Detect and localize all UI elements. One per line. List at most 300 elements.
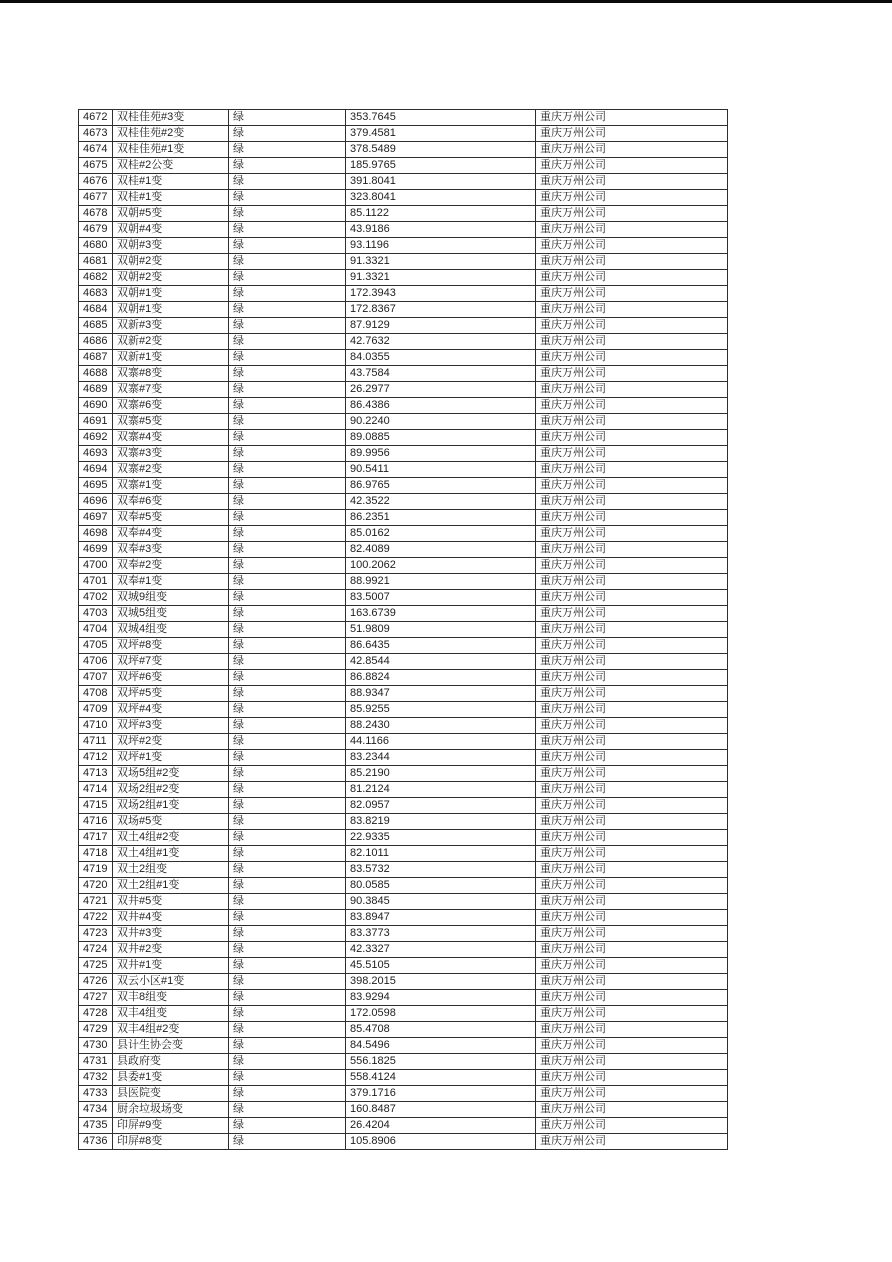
row-status-cell: 绿 <box>229 654 346 670</box>
row-status-cell: 绿 <box>229 1054 346 1070</box>
row-value-cell: 172.8367 <box>346 302 536 318</box>
row-id-cell: 4733 <box>79 1086 113 1102</box>
row-name-cell: 双寨#7变 <box>113 382 229 398</box>
row-company-cell: 重庆万州公司 <box>536 910 728 926</box>
row-value-cell: 42.8544 <box>346 654 536 670</box>
table-row <box>79 1022 728 1038</box>
row-name-cell: 双井#2变 <box>113 942 229 958</box>
row-name-cell: 双桂#1变 <box>113 174 229 190</box>
row-name-cell: 双奉#3变 <box>113 542 229 558</box>
row-status-cell: 绿 <box>229 366 346 382</box>
row-id-cell: 4692 <box>79 430 113 446</box>
row-name-cell: 双奉#1变 <box>113 574 229 590</box>
row-company-cell: 重庆万州公司 <box>536 510 728 526</box>
row-status-cell: 绿 <box>229 1102 346 1118</box>
row-name-cell: 双朝#5变 <box>113 206 229 222</box>
row-company-cell: 重庆万州公司 <box>536 1102 728 1118</box>
row-status-cell: 绿 <box>229 798 346 814</box>
table-row <box>79 174 728 190</box>
table-row <box>79 126 728 142</box>
row-status-cell: 绿 <box>229 974 346 990</box>
row-company-cell: 重庆万州公司 <box>536 350 728 366</box>
row-id-cell: 4725 <box>79 958 113 974</box>
table-row <box>79 958 728 974</box>
row-id-cell: 4723 <box>79 926 113 942</box>
row-value-cell: 85.4708 <box>346 1022 536 1038</box>
row-name-cell: 双坪#6变 <box>113 670 229 686</box>
row-status-cell: 绿 <box>229 1134 346 1150</box>
row-value-cell: 100.2062 <box>346 558 536 574</box>
row-company-cell: 重庆万州公司 <box>536 942 728 958</box>
row-company-cell: 重庆万州公司 <box>536 190 728 206</box>
row-name-cell: 双新#2变 <box>113 334 229 350</box>
row-status-cell: 绿 <box>229 910 346 926</box>
row-status-cell: 绿 <box>229 734 346 750</box>
row-name-cell: 双井#1变 <box>113 958 229 974</box>
row-company-cell: 重庆万州公司 <box>536 110 728 126</box>
row-status-cell: 绿 <box>229 622 346 638</box>
row-company-cell: 重庆万州公司 <box>536 958 728 974</box>
row-name-cell: 县医院变 <box>113 1086 229 1102</box>
row-company-cell: 重庆万州公司 <box>536 382 728 398</box>
row-status-cell: 绿 <box>229 702 346 718</box>
row-name-cell: 双朝#1变 <box>113 302 229 318</box>
row-name-cell: 印屏#9变 <box>113 1118 229 1134</box>
row-id-cell: 4698 <box>79 526 113 542</box>
row-name-cell: 双朝#2变 <box>113 270 229 286</box>
row-status-cell: 绿 <box>229 190 346 206</box>
row-status-cell: 绿 <box>229 254 346 270</box>
table-row <box>79 830 728 846</box>
row-name-cell: 双朝#3变 <box>113 238 229 254</box>
row-name-cell: 双桂#1变 <box>113 190 229 206</box>
transformer-data-table <box>78 109 728 1150</box>
row-id-cell: 4731 <box>79 1054 113 1070</box>
row-company-cell: 重庆万州公司 <box>536 126 728 142</box>
table-row <box>79 334 728 350</box>
table-row <box>79 302 728 318</box>
row-id-cell: 4695 <box>79 478 113 494</box>
table-row <box>79 350 728 366</box>
table-row <box>79 222 728 238</box>
row-company-cell: 重庆万州公司 <box>536 430 728 446</box>
row-id-cell: 4707 <box>79 670 113 686</box>
row-id-cell: 4719 <box>79 862 113 878</box>
table-row <box>79 606 728 622</box>
row-name-cell: 双奉#6变 <box>113 494 229 510</box>
row-name-cell: 双坪#4变 <box>113 702 229 718</box>
row-id-cell: 4681 <box>79 254 113 270</box>
row-company-cell: 重庆万州公司 <box>536 542 728 558</box>
row-value-cell: 85.9255 <box>346 702 536 718</box>
row-status-cell: 绿 <box>229 206 346 222</box>
row-value-cell: 86.8824 <box>346 670 536 686</box>
row-status-cell: 绿 <box>229 126 346 142</box>
table-row <box>79 462 728 478</box>
row-name-cell: 双场2组#2变 <box>113 782 229 798</box>
table-row <box>79 638 728 654</box>
row-id-cell: 4718 <box>79 846 113 862</box>
table-row <box>79 510 728 526</box>
row-id-cell: 4702 <box>79 590 113 606</box>
row-value-cell: 86.6435 <box>346 638 536 654</box>
row-company-cell: 重庆万州公司 <box>536 590 728 606</box>
table-row <box>79 1102 728 1118</box>
row-company-cell: 重庆万州公司 <box>536 798 728 814</box>
row-value-cell: 93.1196 <box>346 238 536 254</box>
table-row <box>79 1118 728 1134</box>
row-name-cell: 县委#1变 <box>113 1070 229 1086</box>
row-value-cell: 379.1716 <box>346 1086 536 1102</box>
row-name-cell: 双桂佳苑#3变 <box>113 110 229 126</box>
row-name-cell: 双奉#5变 <box>113 510 229 526</box>
row-id-cell: 4712 <box>79 750 113 766</box>
row-id-cell: 4713 <box>79 766 113 782</box>
table-row <box>79 974 728 990</box>
row-value-cell: 379.4581 <box>346 126 536 142</box>
row-company-cell: 重庆万州公司 <box>536 750 728 766</box>
row-company-cell: 重庆万州公司 <box>536 174 728 190</box>
row-status-cell: 绿 <box>229 430 346 446</box>
row-name-cell: 双寨#4变 <box>113 430 229 446</box>
row-name-cell: 双场2组#1变 <box>113 798 229 814</box>
row-id-cell: 4685 <box>79 318 113 334</box>
row-status-cell: 绿 <box>229 510 346 526</box>
row-id-cell: 4708 <box>79 686 113 702</box>
row-id-cell: 4728 <box>79 1006 113 1022</box>
row-name-cell: 双场5组#2变 <box>113 766 229 782</box>
table-row <box>79 798 728 814</box>
row-status-cell: 绿 <box>229 814 346 830</box>
row-id-cell: 4697 <box>79 510 113 526</box>
row-value-cell: 42.3522 <box>346 494 536 510</box>
row-id-cell: 4715 <box>79 798 113 814</box>
table-row <box>79 526 728 542</box>
row-id-cell: 4673 <box>79 126 113 142</box>
row-id-cell: 4682 <box>79 270 113 286</box>
row-status-cell: 绿 <box>229 942 346 958</box>
row-status-cell: 绿 <box>229 878 346 894</box>
row-name-cell: 双坪#8变 <box>113 638 229 654</box>
row-company-cell: 重庆万州公司 <box>536 814 728 830</box>
table-row <box>79 142 728 158</box>
row-value-cell: 90.5411 <box>346 462 536 478</box>
row-id-cell: 4722 <box>79 910 113 926</box>
row-id-cell: 4676 <box>79 174 113 190</box>
row-company-cell: 重庆万州公司 <box>536 478 728 494</box>
row-status-cell: 绿 <box>229 158 346 174</box>
row-value-cell: 353.7645 <box>346 110 536 126</box>
table-row <box>79 670 728 686</box>
table-row <box>79 750 728 766</box>
row-id-cell: 4686 <box>79 334 113 350</box>
row-company-cell: 重庆万州公司 <box>536 462 728 478</box>
row-name-cell: 县计生协会变 <box>113 1038 229 1054</box>
row-company-cell: 重庆万州公司 <box>536 622 728 638</box>
row-company-cell: 重庆万州公司 <box>536 494 728 510</box>
table-row <box>79 542 728 558</box>
row-value-cell: 89.9956 <box>346 446 536 462</box>
row-company-cell: 重庆万州公司 <box>536 270 728 286</box>
row-company-cell: 重庆万州公司 <box>536 526 728 542</box>
row-value-cell: 83.8219 <box>346 814 536 830</box>
row-company-cell: 重庆万州公司 <box>536 142 728 158</box>
row-id-cell: 4678 <box>79 206 113 222</box>
row-id-cell: 4724 <box>79 942 113 958</box>
row-company-cell: 重庆万州公司 <box>536 1134 728 1150</box>
row-value-cell: 45.5105 <box>346 958 536 974</box>
row-id-cell: 4690 <box>79 398 113 414</box>
row-status-cell: 绿 <box>229 302 346 318</box>
row-status-cell: 绿 <box>229 894 346 910</box>
row-value-cell: 83.5732 <box>346 862 536 878</box>
table-row <box>79 734 728 750</box>
row-company-cell: 重庆万州公司 <box>536 206 728 222</box>
row-id-cell: 4729 <box>79 1022 113 1038</box>
row-status-cell: 绿 <box>229 334 346 350</box>
row-value-cell: 86.2351 <box>346 510 536 526</box>
table-row <box>79 894 728 910</box>
row-value-cell: 80.0585 <box>346 878 536 894</box>
row-status-cell: 绿 <box>229 542 346 558</box>
row-id-cell: 4679 <box>79 222 113 238</box>
row-company-cell: 重庆万州公司 <box>536 302 728 318</box>
row-value-cell: 323.8041 <box>346 190 536 206</box>
row-value-cell: 81.2124 <box>346 782 536 798</box>
row-id-cell: 4734 <box>79 1102 113 1118</box>
row-company-cell: 重庆万州公司 <box>536 1054 728 1070</box>
row-name-cell: 双朝#1变 <box>113 286 229 302</box>
table-row <box>79 878 728 894</box>
row-company-cell: 重庆万州公司 <box>536 558 728 574</box>
row-name-cell: 双丰8组变 <box>113 990 229 1006</box>
row-status-cell: 绿 <box>229 350 346 366</box>
table-row <box>79 446 728 462</box>
row-id-cell: 4688 <box>79 366 113 382</box>
row-id-cell: 4730 <box>79 1038 113 1054</box>
row-company-cell: 重庆万州公司 <box>536 574 728 590</box>
table-row <box>79 430 728 446</box>
row-status-cell: 绿 <box>229 1118 346 1134</box>
row-status-cell: 绿 <box>229 1022 346 1038</box>
row-name-cell: 双寨#1变 <box>113 478 229 494</box>
row-company-cell: 重庆万州公司 <box>536 1038 728 1054</box>
row-name-cell: 印屏#8变 <box>113 1134 229 1150</box>
row-status-cell: 绿 <box>229 766 346 782</box>
row-id-cell: 4701 <box>79 574 113 590</box>
row-value-cell: 82.4089 <box>346 542 536 558</box>
table-row <box>79 622 728 638</box>
row-id-cell: 4672 <box>79 110 113 126</box>
table-row <box>79 270 728 286</box>
row-value-cell: 391.8041 <box>346 174 536 190</box>
row-name-cell: 双朝#4变 <box>113 222 229 238</box>
row-status-cell: 绿 <box>229 830 346 846</box>
row-value-cell: 82.0957 <box>346 798 536 814</box>
row-name-cell: 双城4组变 <box>113 622 229 638</box>
row-name-cell: 双寨#6变 <box>113 398 229 414</box>
row-name-cell: 双坪#1变 <box>113 750 229 766</box>
row-company-cell: 重庆万州公司 <box>536 670 728 686</box>
row-status-cell: 绿 <box>229 846 346 862</box>
row-id-cell: 4689 <box>79 382 113 398</box>
row-id-cell: 4696 <box>79 494 113 510</box>
row-id-cell: 4716 <box>79 814 113 830</box>
table-row <box>79 942 728 958</box>
row-name-cell: 双丰4组变 <box>113 1006 229 1022</box>
row-id-cell: 4700 <box>79 558 113 574</box>
row-id-cell: 4726 <box>79 974 113 990</box>
row-status-cell: 绿 <box>229 1086 346 1102</box>
row-company-cell: 重庆万州公司 <box>536 686 728 702</box>
row-id-cell: 4736 <box>79 1134 113 1150</box>
table-row <box>79 382 728 398</box>
row-value-cell: 83.2344 <box>346 750 536 766</box>
row-id-cell: 4703 <box>79 606 113 622</box>
table-row <box>79 1086 728 1102</box>
row-value-cell: 105.8906 <box>346 1134 536 1150</box>
row-status-cell: 绿 <box>229 318 346 334</box>
table-row <box>79 558 728 574</box>
row-id-cell: 4732 <box>79 1070 113 1086</box>
row-name-cell: 双场#5变 <box>113 814 229 830</box>
row-status-cell: 绿 <box>229 142 346 158</box>
row-status-cell: 绿 <box>229 926 346 942</box>
row-id-cell: 4684 <box>79 302 113 318</box>
row-company-cell: 重庆万州公司 <box>536 238 728 254</box>
row-name-cell: 双丰4组#2变 <box>113 1022 229 1038</box>
row-id-cell: 4735 <box>79 1118 113 1134</box>
row-company-cell: 重庆万州公司 <box>536 878 728 894</box>
table-row <box>79 846 728 862</box>
row-value-cell: 43.9186 <box>346 222 536 238</box>
row-name-cell: 厨余垃圾场变 <box>113 1102 229 1118</box>
table-row <box>79 686 728 702</box>
row-company-cell: 重庆万州公司 <box>536 318 728 334</box>
row-name-cell: 双坪#5变 <box>113 686 229 702</box>
row-name-cell: 双奉#2变 <box>113 558 229 574</box>
row-status-cell: 绿 <box>229 958 346 974</box>
row-company-cell: 重庆万州公司 <box>536 1118 728 1134</box>
row-value-cell: 90.3845 <box>346 894 536 910</box>
table-row <box>79 862 728 878</box>
row-name-cell: 双坪#2变 <box>113 734 229 750</box>
row-value-cell: 42.3327 <box>346 942 536 958</box>
row-name-cell: 双桂佳苑#1变 <box>113 142 229 158</box>
table-row <box>79 990 728 1006</box>
row-company-cell: 重庆万州公司 <box>536 1070 728 1086</box>
row-company-cell: 重庆万州公司 <box>536 1086 728 1102</box>
row-status-cell: 绿 <box>229 638 346 654</box>
row-value-cell: 84.0355 <box>346 350 536 366</box>
row-status-cell: 绿 <box>229 478 346 494</box>
row-id-cell: 4693 <box>79 446 113 462</box>
table-row <box>79 190 728 206</box>
row-company-cell: 重庆万州公司 <box>536 990 728 1006</box>
row-name-cell: 双土2组变 <box>113 862 229 878</box>
row-status-cell: 绿 <box>229 574 346 590</box>
row-company-cell: 重庆万州公司 <box>536 158 728 174</box>
table-row <box>79 398 728 414</box>
row-company-cell: 重庆万州公司 <box>536 366 728 382</box>
row-value-cell: 160.8487 <box>346 1102 536 1118</box>
row-value-cell: 172.3943 <box>346 286 536 302</box>
row-value-cell: 42.7632 <box>346 334 536 350</box>
row-status-cell: 绿 <box>229 590 346 606</box>
row-value-cell: 26.4204 <box>346 1118 536 1134</box>
row-company-cell: 重庆万州公司 <box>536 702 728 718</box>
row-value-cell: 163.6739 <box>346 606 536 622</box>
row-id-cell: 4691 <box>79 414 113 430</box>
row-status-cell: 绿 <box>229 1070 346 1086</box>
table-row <box>79 414 728 430</box>
row-value-cell: 86.9765 <box>346 478 536 494</box>
row-name-cell: 双桂佳苑#2变 <box>113 126 229 142</box>
row-name-cell: 双桂#2公变 <box>113 158 229 174</box>
row-company-cell: 重庆万州公司 <box>536 926 728 942</box>
row-value-cell: 83.8947 <box>346 910 536 926</box>
row-status-cell: 绿 <box>229 990 346 1006</box>
row-name-cell: 双坪#3变 <box>113 718 229 734</box>
table-row <box>79 910 728 926</box>
row-status-cell: 绿 <box>229 862 346 878</box>
table-row <box>79 254 728 270</box>
row-status-cell: 绿 <box>229 110 346 126</box>
row-id-cell: 4675 <box>79 158 113 174</box>
row-value-cell: 43.7584 <box>346 366 536 382</box>
table-row <box>79 110 728 126</box>
row-name-cell: 双朝#2变 <box>113 254 229 270</box>
row-company-cell: 重庆万州公司 <box>536 830 728 846</box>
row-value-cell: 83.3773 <box>346 926 536 942</box>
table-row <box>79 1006 728 1022</box>
row-status-cell: 绿 <box>229 222 346 238</box>
row-value-cell: 88.9347 <box>346 686 536 702</box>
row-company-cell: 重庆万州公司 <box>536 1022 728 1038</box>
row-name-cell: 双寨#8变 <box>113 366 229 382</box>
table-row <box>79 1070 728 1086</box>
row-status-cell: 绿 <box>229 1038 346 1054</box>
table-row <box>79 1134 728 1150</box>
row-status-cell: 绿 <box>229 1006 346 1022</box>
page-top-border <box>0 0 892 3</box>
row-id-cell: 4683 <box>79 286 113 302</box>
row-value-cell: 85.0162 <box>346 526 536 542</box>
row-value-cell: 90.2240 <box>346 414 536 430</box>
row-id-cell: 4699 <box>79 542 113 558</box>
row-value-cell: 26.2977 <box>346 382 536 398</box>
row-company-cell: 重庆万州公司 <box>536 638 728 654</box>
row-value-cell: 85.1122 <box>346 206 536 222</box>
row-name-cell: 双城5组变 <box>113 606 229 622</box>
table-row <box>79 286 728 302</box>
row-status-cell: 绿 <box>229 670 346 686</box>
table-row <box>79 782 728 798</box>
table-row <box>79 318 728 334</box>
table-row <box>79 158 728 174</box>
table-row <box>79 590 728 606</box>
row-value-cell: 51.9809 <box>346 622 536 638</box>
row-name-cell: 双新#1变 <box>113 350 229 366</box>
row-status-cell: 绿 <box>229 606 346 622</box>
row-name-cell: 双井#4变 <box>113 910 229 926</box>
table-row <box>79 238 728 254</box>
row-value-cell: 378.5489 <box>346 142 536 158</box>
row-name-cell: 双奉#4变 <box>113 526 229 542</box>
row-company-cell: 重庆万州公司 <box>536 974 728 990</box>
row-company-cell: 重庆万州公司 <box>536 846 728 862</box>
row-value-cell: 84.5496 <box>346 1038 536 1054</box>
